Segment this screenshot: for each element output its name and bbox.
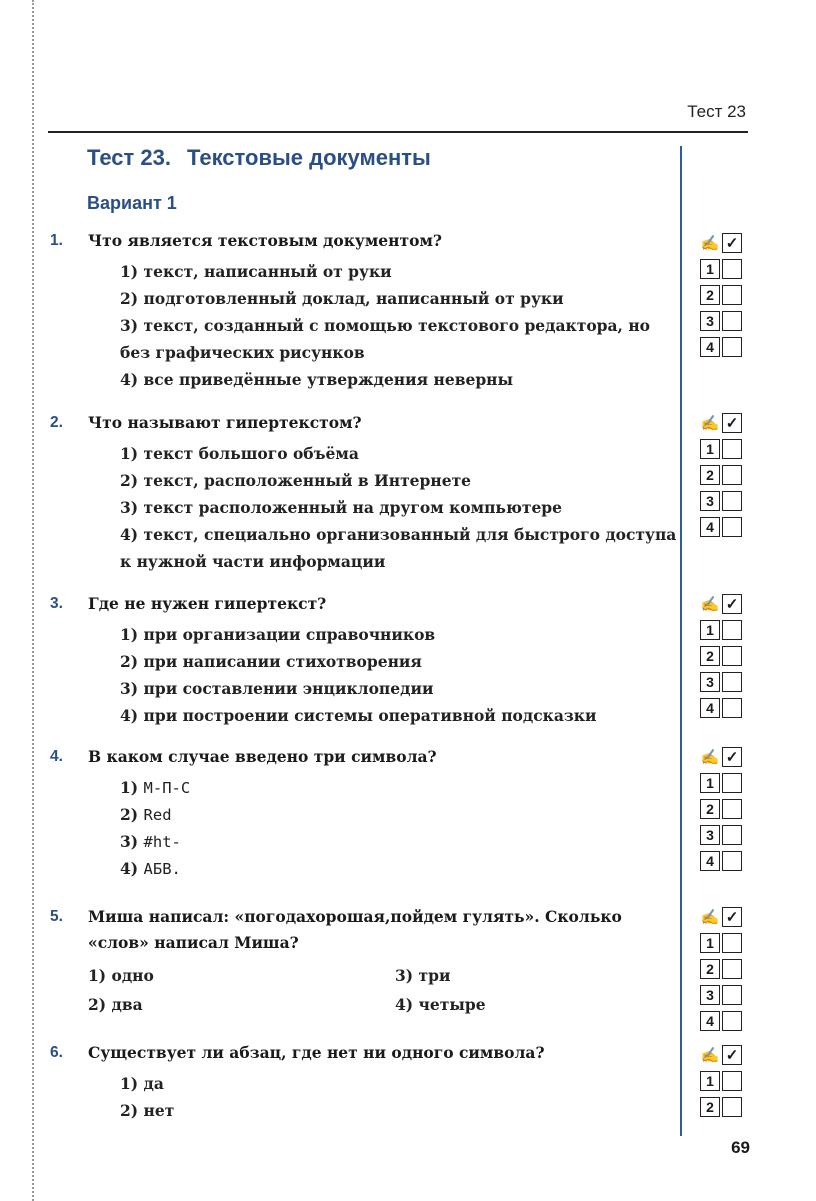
answer-checkbox[interactable]	[722, 285, 742, 305]
answer-label: 4	[700, 517, 720, 537]
answer-box-q3	[700, 591, 750, 721]
question-number: 2.	[50, 414, 63, 431]
answer-checkbox[interactable]	[722, 933, 742, 953]
answer-checkbox[interactable]	[722, 465, 742, 485]
question-text: Что называют гипертекстом?	[88, 413, 362, 432]
answer-label: 1	[700, 1071, 720, 1091]
page-title	[87, 145, 431, 171]
answer-checkbox[interactable]	[722, 851, 742, 871]
question-text: Существует ли абзац, где нет ни одного символа?	[88, 1043, 545, 1062]
option-continuation: к нужной части информации	[120, 552, 386, 571]
option: 1) да	[120, 1074, 164, 1093]
pen-icon: ✍	[700, 748, 720, 766]
answer-label: 4	[700, 698, 720, 718]
option: 3) при составлении энциклопедии	[120, 679, 434, 698]
answer-label: 1	[700, 439, 720, 459]
option: 3) текст расположенный на другом компьютере	[120, 498, 563, 517]
option: 2) при написании стихотворения	[120, 652, 422, 671]
answer-checkbox[interactable]	[722, 1011, 742, 1031]
question-text: Что является текстовым документом?	[88, 231, 442, 250]
check-icon: ✓	[722, 747, 742, 767]
answer-column-divider	[680, 146, 682, 1136]
pen-icon: ✍	[700, 1046, 720, 1064]
question-number: 3.	[50, 595, 63, 612]
option: 2) текст, расположенный в Интернете	[120, 471, 472, 490]
check-icon: ✓	[722, 907, 742, 927]
question-number: 1.	[50, 232, 63, 249]
answer-checkbox[interactable]	[722, 959, 742, 979]
answer-checkbox[interactable]	[722, 698, 742, 718]
option: 1) при организации справочников	[120, 625, 436, 644]
option: 2) два	[88, 995, 143, 1014]
question-6	[50, 1040, 680, 1124]
question-text: Миша написал: «погодахорошая,пойдем гулять». Сколько	[88, 907, 622, 926]
check-icon: ✓	[722, 233, 742, 253]
answer-box-q6	[700, 1042, 750, 1120]
answer-checkbox[interactable]	[722, 439, 742, 459]
question-number: 4.	[50, 748, 63, 765]
option-continuation: без графических рисунков	[120, 343, 365, 362]
answer-label: 2	[700, 799, 720, 819]
option: 4) текст, специально организованный для быстрого доступа	[120, 525, 677, 544]
option: 4) АБВ.	[120, 859, 181, 878]
answer-checkbox[interactable]	[722, 337, 742, 357]
option: 2) Red	[120, 805, 172, 824]
option: 4) все приведённые утверждения неверны	[120, 370, 514, 389]
answer-checkbox[interactable]	[722, 1097, 742, 1117]
option: 4) четыре	[395, 995, 486, 1014]
check-icon: ✓	[722, 413, 742, 433]
answer-box-q2	[700, 410, 750, 540]
answer-label: 1	[700, 773, 720, 793]
question-text: Где	[88, 594, 125, 613]
question-number: 5.	[50, 908, 63, 925]
question-2	[50, 410, 680, 575]
answer-box-q5	[700, 904, 750, 1034]
pen-icon: ✍	[700, 234, 720, 252]
answer-checkbox[interactable]	[722, 773, 742, 793]
answer-checkbox[interactable]	[722, 491, 742, 511]
option: 1) текст большого объёма	[120, 444, 359, 463]
answer-label: 2	[700, 285, 720, 305]
question-4	[50, 744, 680, 882]
header-divider	[48, 131, 748, 133]
answer-box-q4	[700, 744, 750, 874]
answer-label: 1	[700, 259, 720, 279]
answer-checkbox[interactable]	[722, 799, 742, 819]
answer-label: 2	[700, 959, 720, 979]
answer-label: 3	[700, 985, 720, 1005]
answer-checkbox[interactable]	[722, 311, 742, 331]
option: 2) нет	[120, 1101, 175, 1120]
option: 3) #ht-	[120, 832, 181, 851]
check-icon: ✓	[722, 594, 742, 614]
answer-label: 4	[700, 337, 720, 357]
check-icon: ✓	[722, 1045, 742, 1065]
answer-checkbox[interactable]	[722, 1071, 742, 1091]
question-3	[50, 591, 680, 729]
answer-label: 3	[700, 311, 720, 331]
answer-checkbox[interactable]	[722, 620, 742, 640]
variant-heading: Вариант 1	[87, 193, 177, 213]
running-header: Тест 23	[687, 102, 746, 121]
answer-label: 1	[700, 620, 720, 640]
option: 1) одно	[88, 966, 154, 985]
answer-checkbox[interactable]	[722, 825, 742, 845]
option: 3) текст, созданный с помощью текстового редактора, но	[120, 316, 651, 335]
answer-checkbox[interactable]	[722, 259, 742, 279]
answer-label: 2	[700, 646, 720, 666]
title-name: Текстовые документы	[187, 145, 431, 170]
answer-label: 1	[700, 933, 720, 953]
answer-label: 4	[700, 851, 720, 871]
pen-icon: ✍	[700, 595, 720, 613]
title-number: Тест 23.	[87, 145, 171, 170]
option: 3) три	[395, 966, 451, 985]
answer-label: 2	[700, 1097, 720, 1117]
answer-label: 2	[700, 465, 720, 485]
pen-icon: ✍	[700, 908, 720, 926]
answer-label: 3	[700, 491, 720, 511]
question-5	[50, 904, 680, 1020]
answer-label: 3	[700, 825, 720, 845]
option: 2) подготовленный доклад, написанный от руки	[120, 289, 564, 308]
answer-checkbox[interactable]	[722, 672, 742, 692]
pen-icon: ✍	[700, 414, 720, 432]
option: 1) М-П-С	[120, 778, 191, 797]
option: 1) текст, написанный от руки	[120, 262, 392, 281]
binding-perforation	[32, 0, 34, 1201]
option-row	[50, 963, 680, 991]
answer-box-q1	[700, 230, 750, 360]
answer-checkbox[interactable]	[722, 646, 742, 666]
question-number: 6.	[50, 1044, 63, 1061]
question-text-line2: «слов» написал Миша?	[88, 933, 299, 952]
page-number: 69	[731, 1138, 750, 1157]
question-text: В каком случае введено три символа?	[88, 747, 437, 766]
answer-label: 3	[700, 672, 720, 692]
question-text-end: нужен гипертекст?	[145, 594, 327, 613]
answer-checkbox[interactable]	[722, 985, 742, 1005]
option-row	[50, 992, 680, 1020]
answer-label: 4	[700, 1011, 720, 1031]
question-1	[50, 228, 680, 393]
answer-checkbox[interactable]	[722, 517, 742, 537]
option: 4) при построении системы оперативной подсказки	[120, 706, 597, 725]
question-emphasis: не	[124, 594, 146, 613]
